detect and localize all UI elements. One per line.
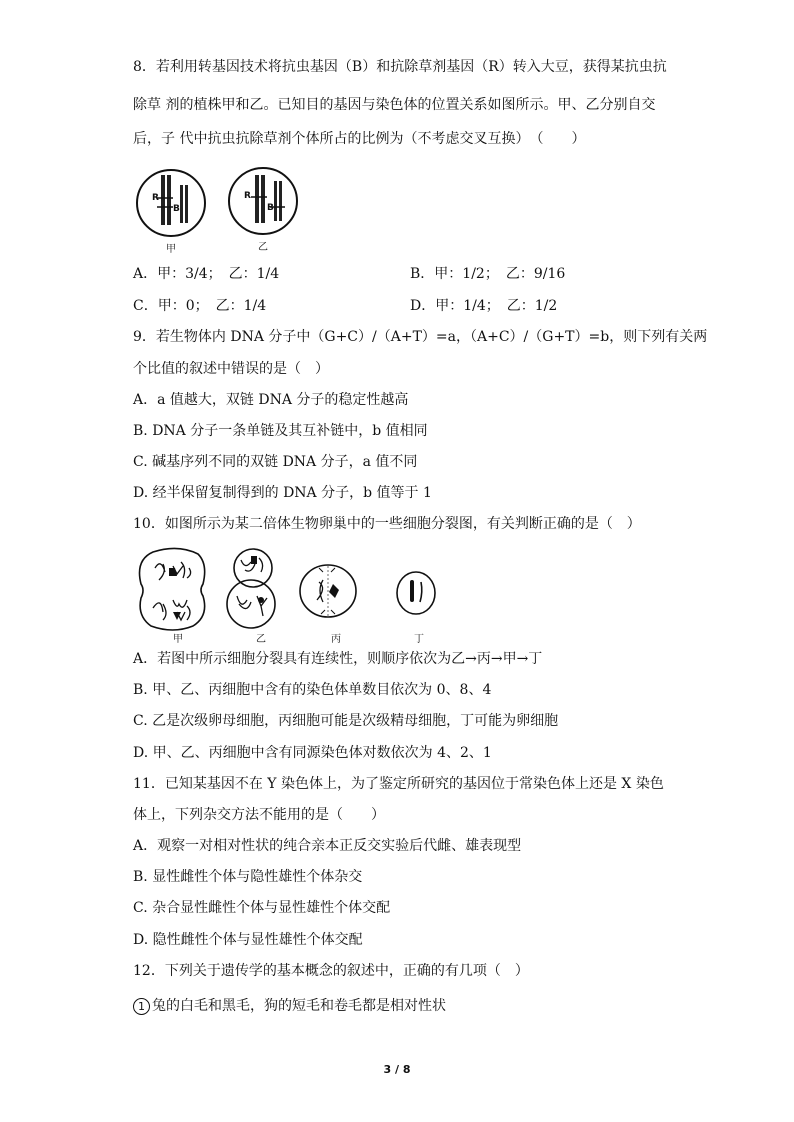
chromosome xyxy=(255,175,259,223)
q10-option-d: D. 甲、乙、丙细胞中含有同源染色体对数依次为 4、2、1 xyxy=(133,745,492,761)
chromosome xyxy=(167,175,171,225)
q10-option-c: C. 乙是次级卵母细胞，丙细胞可能是次级精母细胞，丁可能为卵细胞 xyxy=(133,713,559,729)
q8-option-d: D．甲：1/4； 乙：1/2 xyxy=(410,298,558,314)
q8-option-b: B．甲：1/2； 乙：9/16 xyxy=(410,266,566,282)
q12-item-1-text: 兔的白毛和黑毛，狗的短毛和卷毛都是相对性状 xyxy=(152,998,446,1014)
q10-option-b: B. 甲、乙、丙细胞中含有的染色体单数目依次为 0、8、4 xyxy=(133,682,492,698)
chromosome xyxy=(279,181,282,221)
cell-label-bing: 丙 xyxy=(331,634,341,645)
q11-option-c: C. 杂合显性雌性个体与显性雄性个体交配 xyxy=(133,900,391,916)
q9-option-d: D. 经半保留复制得到的 DNA 分子，b 值等于 1 xyxy=(133,485,432,501)
cell-label-ding: 丁 xyxy=(414,634,424,645)
q12-item-1 xyxy=(133,996,446,1016)
q11-option-a: A．观察一对相对性状的纯合亲本正反交实验后代雌、雄表现型 xyxy=(133,838,522,854)
q11-stem-line-1: 11．已知某基因不在 Y 染色体上，为了鉴定所研究的基因位于常染色体上还是 X 染色 xyxy=(133,776,664,792)
q12-stem: 12．下列关于遗传学的基本概念的叙述中，正确的有几项（ ） xyxy=(133,963,529,979)
q9-option-c: C. 碱基序列不同的双链 DNA 分子，a 值不同 xyxy=(133,454,418,470)
chromosome xyxy=(185,185,188,223)
cell-label-yi: 乙 xyxy=(256,634,266,645)
q8-chromosome-figure xyxy=(133,163,313,253)
q9-option-b: B. DNA 分子一条单链及其互补链中，b 值相同 xyxy=(133,423,428,439)
chromosome xyxy=(161,175,165,225)
q8-stem-line-2: 除草 剂的植株甲和乙。已知目的基因与染色体的位置关系如图所示。甲、乙分别自交 xyxy=(133,97,656,113)
q9-option-a: A．a 值越大，双链 DNA 分子的稳定性越高 xyxy=(133,392,409,408)
q9-stem-line-2: 个比值的叙述中错误的是（ ） xyxy=(133,361,329,377)
q11-option-d: D. 隐性雌性个体与显性雄性个体交配 xyxy=(133,932,363,948)
page-number: 3 / 8 xyxy=(383,1063,411,1076)
q11-option-b: B. 显性雌性个体与隐性雄性个体杂交 xyxy=(133,869,363,885)
q9-stem-line-1: 9．若生物体内 DNA 分子中（G+C）/（A+T）=a，（A+C）/（G+T）=b，则下列有关两 xyxy=(133,329,708,345)
gene-label-b-jia: B xyxy=(173,204,180,214)
gene-label-b-yi: B xyxy=(267,203,274,213)
q10-cell-division-figure xyxy=(133,546,443,632)
chromosome xyxy=(180,185,183,223)
q8-option-c: C．甲：0； 乙：1/4 xyxy=(133,298,267,314)
cell-label-jia: 甲 xyxy=(166,244,176,255)
q10-option-a: A．若图中所示细胞分裂具有连续性，则顺序依次为乙→丙→甲→丁 xyxy=(133,651,543,667)
gene-label-r-yi: R xyxy=(244,191,251,201)
q10-stem: 10．如图所示为某二倍体生物卵巢中的一些细胞分裂图，有关判断正确的是（ ） xyxy=(133,516,641,532)
q8-option-a: A．甲：3/4； 乙：1/4 xyxy=(133,266,280,282)
circled-number-1: 1 xyxy=(133,998,150,1015)
cell-label-yi: 乙 xyxy=(258,242,268,253)
cell-label-jia: 甲 xyxy=(173,634,183,645)
gene-label-r-jia: R xyxy=(152,193,159,203)
q8-stem-line-1: 8．若利用转基因技术将抗虫基因（B）和抗除草剂基因（R）转入大豆，获得某抗虫抗 xyxy=(133,59,667,75)
chromosome xyxy=(274,181,277,221)
chromosome xyxy=(261,175,265,223)
q11-stem-line-2: 体上，下列杂交方法不能用的是（ ） xyxy=(133,807,385,823)
cell-jia xyxy=(140,548,205,630)
q8-stem-line-3: 后，子 代中抗虫抗除草剂个体所占的比例为（不考虑交叉互换） （ ） xyxy=(133,131,586,147)
cell-ding xyxy=(397,572,435,614)
